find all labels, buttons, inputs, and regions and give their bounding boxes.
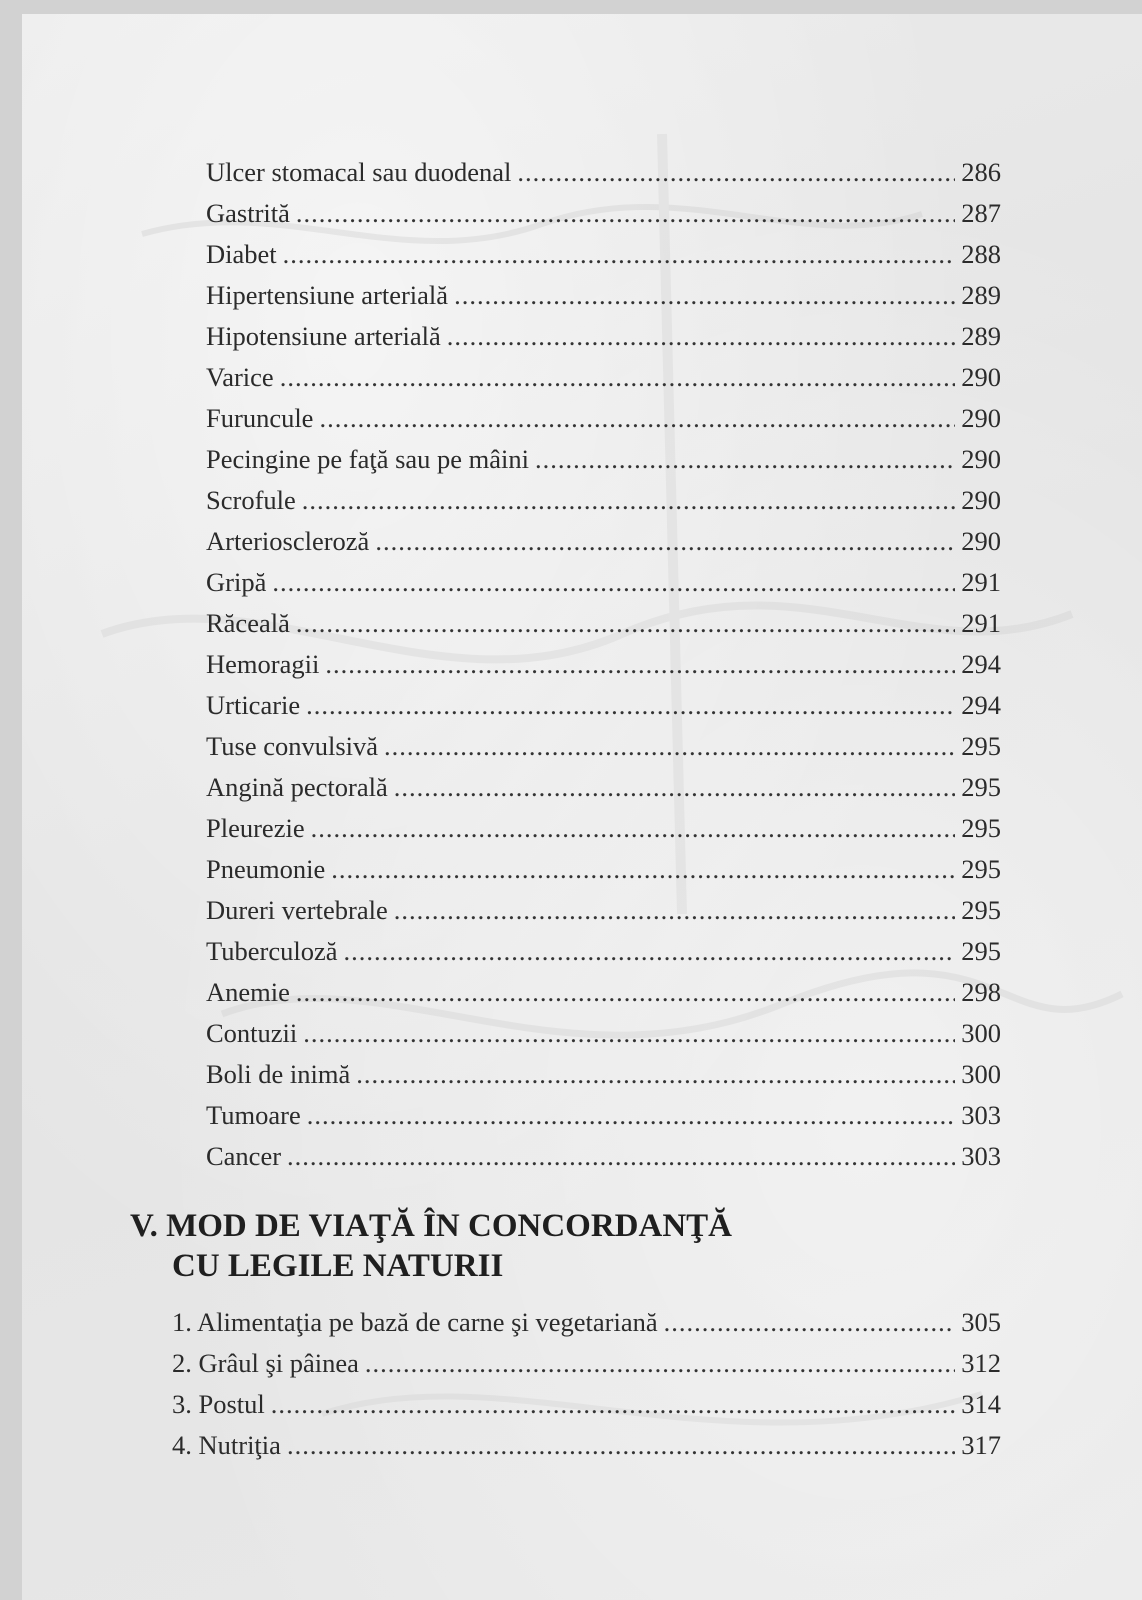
toc-entry-label: Hipotensiune arterială <box>206 321 441 351</box>
toc-entry <box>206 1095 1001 1136</box>
toc-entry-page: 314 <box>961 1389 1001 1419</box>
toc-entry-label: 2. Grâul şi pâinea <box>172 1348 359 1378</box>
toc-entry-label: Gripă <box>206 567 267 597</box>
toc-entry <box>206 316 1001 357</box>
toc-entry <box>206 685 1001 726</box>
toc-entry <box>206 1054 1001 1095</box>
toc-entry-page: 287 <box>961 198 1001 228</box>
section-title-line-2: CU LEGILE NATURII <box>172 1248 504 1284</box>
toc-entry-page: 317 <box>961 1430 1001 1460</box>
toc-entry-page: 295 <box>961 854 1001 884</box>
toc-entry-page: 290 <box>961 403 1001 433</box>
dot-leader <box>280 357 956 398</box>
toc-entry-label: Tumoare <box>206 1100 301 1130</box>
toc-entry-page: 290 <box>961 362 1001 392</box>
toc-entry <box>206 234 1001 275</box>
toc-entry-label: Contuzii <box>206 1018 298 1048</box>
toc-entry <box>206 890 1001 931</box>
toc-entry-page: 312 <box>961 1348 1001 1378</box>
dot-leader <box>356 1054 955 1095</box>
toc-entry-page: 289 <box>961 321 1001 351</box>
toc-entry-label: 1. Alimentaţia pe bază de carne şi vegetariană <box>172 1307 658 1337</box>
toc-entry <box>206 972 1001 1013</box>
toc-entry-page: 305 <box>961 1307 1001 1337</box>
toc-entry-label: Furuncule <box>206 403 314 433</box>
dot-leader <box>394 767 956 808</box>
toc-entry-label: Pneumonie <box>206 854 326 884</box>
toc-entry <box>206 1136 1001 1177</box>
toc-entry-label: Varice <box>206 362 274 392</box>
dot-leader <box>271 1384 955 1425</box>
toc-entry-label: Urticarie <box>206 690 301 720</box>
toc-entry-page: 290 <box>961 444 1001 474</box>
toc-entry-page: 295 <box>961 895 1001 925</box>
toc-entry <box>206 644 1001 685</box>
toc-entry-label: Anemie <box>206 977 290 1007</box>
toc-entry <box>206 439 1001 480</box>
dot-leader <box>447 316 956 357</box>
toc-entry <box>172 1425 1001 1466</box>
toc-entry-label: Răceală <box>206 608 290 638</box>
toc-entry-page: 298 <box>961 977 1001 1007</box>
dot-leader <box>296 603 955 644</box>
toc-entry <box>172 1302 1001 1343</box>
toc-entry-page: 295 <box>961 772 1001 802</box>
document-page <box>22 14 1142 1600</box>
toc-list <box>206 152 1001 1177</box>
toc-entry <box>206 275 1001 316</box>
toc-entry <box>206 521 1001 562</box>
toc-entry-page: 303 <box>961 1141 1001 1171</box>
dot-leader <box>287 1425 955 1466</box>
toc-entry <box>206 808 1001 849</box>
dot-leader <box>344 931 956 972</box>
dot-leader <box>272 562 955 603</box>
toc-entry-page: 294 <box>961 649 1001 679</box>
toc-entry-page: 291 <box>961 567 1001 597</box>
dot-leader <box>454 275 955 316</box>
toc-entry-label: Dureri vertebrale <box>206 895 388 925</box>
toc-entry-label: Boli de inimă <box>206 1059 351 1089</box>
toc-entry <box>206 726 1001 767</box>
toc-entry <box>206 152 1001 193</box>
dot-leader <box>307 1095 956 1136</box>
toc-entry <box>206 357 1001 398</box>
toc-entry <box>206 480 1001 521</box>
toc-entry <box>206 931 1001 972</box>
dot-leader <box>296 972 955 1013</box>
dot-leader <box>535 439 955 480</box>
dot-leader <box>331 849 955 890</box>
dot-leader <box>303 1013 955 1054</box>
toc-entry <box>172 1384 1001 1425</box>
dot-leader <box>296 193 955 234</box>
toc-entry-label: Hemoragii <box>206 649 320 679</box>
toc-entry-label: Tuse convulsivă <box>206 731 379 761</box>
toc-entry-page: 294 <box>961 690 1001 720</box>
dot-leader <box>306 685 955 726</box>
dot-leader <box>517 152 955 193</box>
toc-entry-page: 290 <box>961 485 1001 515</box>
toc-entry-label: Gastrită <box>206 198 290 228</box>
toc-entry-page: 303 <box>961 1100 1001 1130</box>
toc-entry-page: 300 <box>961 1059 1001 1089</box>
toc-entry-label: Angină pectorală <box>206 772 388 802</box>
section-heading <box>130 1206 732 1286</box>
toc-entry-page: 288 <box>961 239 1001 269</box>
section-toc-list <box>172 1302 1001 1466</box>
toc-entry-page: 286 <box>961 157 1001 187</box>
dot-leader <box>319 398 955 439</box>
dot-leader <box>365 1343 955 1384</box>
toc-entry-label: Ulcer stomacal sau duodenal <box>206 157 512 187</box>
toc-entry-page: 295 <box>961 731 1001 761</box>
toc-entry <box>206 849 1001 890</box>
toc-entry-label: Pecingine pe faţă sau pe mâini <box>206 444 530 474</box>
dot-leader <box>384 726 955 767</box>
toc-entry <box>206 767 1001 808</box>
dot-leader <box>283 234 956 275</box>
toc-entry <box>206 193 1001 234</box>
toc-entry-page: 289 <box>961 280 1001 310</box>
dot-leader <box>325 644 955 685</box>
toc-entry-label: Tuberculoză <box>206 936 338 966</box>
toc-entry <box>206 398 1001 439</box>
toc-entry <box>206 603 1001 644</box>
toc-entry-page: 291 <box>961 608 1001 638</box>
toc-entry <box>206 1013 1001 1054</box>
dot-leader <box>302 480 955 521</box>
toc-entry <box>206 562 1001 603</box>
dot-leader <box>311 808 956 849</box>
toc-entry-label: 3. Postul <box>172 1389 265 1419</box>
toc-entry-label: Cancer <box>206 1141 282 1171</box>
dot-leader <box>664 1302 956 1343</box>
toc-entry-label: Arterioscleroză <box>206 526 370 556</box>
toc-entry-label: 4. Nutriţia <box>172 1430 281 1460</box>
toc-entry-label: Diabet <box>206 239 277 269</box>
toc-entry <box>172 1343 1001 1384</box>
toc-entry-page: 295 <box>961 936 1001 966</box>
dot-leader <box>287 1136 955 1177</box>
toc-entry-label: Scrofule <box>206 485 296 515</box>
section-title-line-1: V. MOD DE VIAŢĂ ÎN CONCORDANŢĂ <box>130 1208 732 1244</box>
toc-entry-label: Pleurezie <box>206 813 305 843</box>
dot-leader <box>394 890 956 931</box>
toc-entry-page: 290 <box>961 526 1001 556</box>
toc-entry-label: Hipertensiune arterială <box>206 280 449 310</box>
toc-entry-page: 300 <box>961 1018 1001 1048</box>
dot-leader <box>375 521 955 562</box>
toc-entry-page: 295 <box>961 813 1001 843</box>
